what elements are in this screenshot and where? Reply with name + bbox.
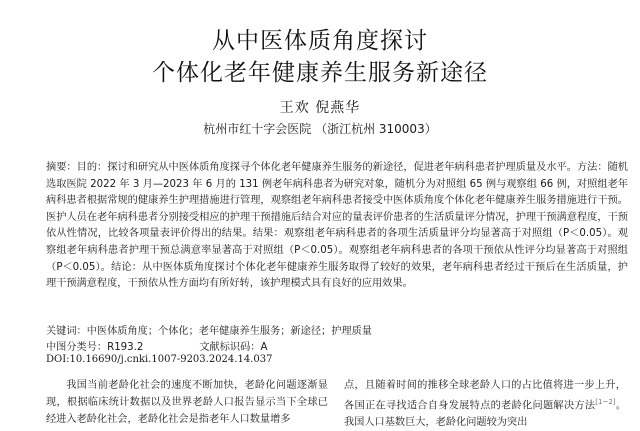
paper-title-line-2: 个体化老年健康养生服务新途径 bbox=[152, 60, 488, 86]
keywords: 关键词：中医体质角度；个体化；老年健康养生服务；新途径；护理质量 bbox=[46, 326, 372, 337]
affiliation: 杭州市红十字会医院 （浙江杭州 310003） bbox=[203, 122, 437, 136]
body-right-text: 点，且随着时间的推移全球老龄人口的占比值将进一步上升，各国正在寻找适合自身发展特点的老龄化问题解决方法 bbox=[344, 380, 626, 412]
authors: 王欢 倪燕华 bbox=[279, 100, 361, 116]
body-left-column bbox=[46, 377, 328, 425]
paper-title-line-1: 从中医体质角度探讨 bbox=[212, 28, 428, 54]
doi: DOI:10.16690/j.cnki.1007-9203.2024.14.037 bbox=[46, 354, 273, 365]
abstract: 摘要：目的：探讨和研究从中医体质角度探寻个体化老年健康养生服务的新途径，促进老年病科患者护理质量及水平。方法：随机选取医院 2022 年 3 月—2023 年 6 月的 131 例老年病科患者为研究对象，随机分为对照组 65 例与观察组 66 例，对照组老年病科患者根据常规的健康养生护理措施进行管理，观察组老年病科患者接受中医体质角度个体化老年健康养生服务措施进行干预。医护人员在老年病科患者分别接受相应的护理干预措施后结合对应的量表评价患者的生活质量评分情况，护理干预满意程度，干预依从性情况，比较各项量表评价得出的结果。结果：观察组老年病科患者的各项生活质量评分均显著高于对照组（P＜0.05）。观察组老年病科患者护理干预总满意率显著高于对照组（P＜0.05）。观察组老年病科患者的各项干预依从性评分均显著高于对照组（P＜0.05）。结论：从中医体质角度探讨个体化老年健康养生服务取得了较好的效果，老年病科患者经过干预后在生活质量，护理干预满意程度，干预依从性方面均有所好转，该护理模式具有良好的应用效果。 bbox=[46, 162, 628, 290]
citation: [1~2] bbox=[595, 398, 616, 406]
body-left-text: 我国当前老龄化社会的速度不断加快，老龄化问题逐渐显现，根据临床统计数据以及世界老龄人口报告显示当下全球已经进入老龄化社会，老龄化社会是指老年人口数量增多 bbox=[46, 380, 328, 425]
body-right-column bbox=[344, 377, 627, 429]
body-right-text-rest: 。我国人口基数巨大，老龄化问题较为突出 bbox=[344, 400, 627, 429]
classification-number: 中图分类号：R193.2 bbox=[46, 342, 144, 353]
document-code: 文献标识码：A bbox=[199, 342, 268, 353]
classification-line bbox=[46, 338, 267, 353]
